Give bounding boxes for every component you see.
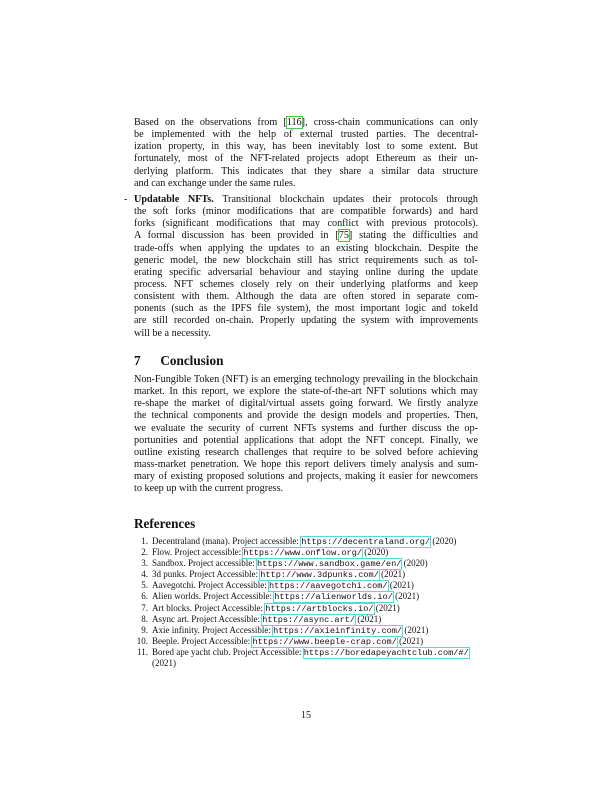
text-line: we evaluate the security of current NFTs systems and further discuss the op- [134, 422, 478, 434]
reference-url[interactable]: https://artblocks.io/ [265, 603, 374, 614]
reference-year: (2021) [378, 569, 406, 580]
reference-url[interactable]: https://async.art/ [262, 614, 356, 625]
reference-url[interactable]: http://www.3dpunks.com/ [260, 570, 379, 581]
text-line: market. In this report, we explore the state-of-the-art NFT solutions which may [134, 386, 478, 398]
bullet-updatable-nfts [124, 194, 478, 340]
text-line: Updatable NFTs. Transitional blockchain updates their protocols through [134, 194, 478, 205]
text-line: and can exchange under the same rules. [134, 177, 296, 189]
reference-year: (2021) [392, 591, 420, 602]
reference-url[interactable]: https://alienworlds.io/ [274, 592, 393, 603]
reference-number: 9. [141, 624, 148, 635]
text-line: to keep up with the current progress. [134, 483, 284, 495]
reference-text: Beeple. Project Accessible: [152, 635, 253, 646]
text-line: forks (significant modifications that may conflict with previous protocols). [134, 218, 478, 230]
reference-item [134, 614, 484, 625]
reference-url[interactable]: https://www.beeple-crap.com/ [252, 636, 397, 647]
reference-item [134, 647, 484, 658]
reference-url[interactable]: https://www.sandbox.game/en/ [256, 559, 402, 570]
reference-year: (2021) [387, 580, 414, 591]
reference-text: Decentraland (mana). Project accessible: [152, 536, 302, 546]
page-number: 15 [301, 710, 311, 721]
reference-url[interactable]: https://axieinfinity.com/ [273, 625, 403, 636]
text-line: process. NFT schemes closely rely on their underlying platforms and keep [134, 278, 478, 290]
reference-url[interactable]: https://www.onflow.org/ [243, 548, 363, 559]
text-line: derlying platform. This indicates that they share a similar data structure [134, 165, 478, 177]
reference-number: 7. [141, 602, 148, 613]
reference-number: 6. [141, 591, 148, 602]
reference-item [134, 603, 484, 614]
reference-year: (2020) [362, 547, 389, 558]
reference-number: 8. [141, 613, 148, 624]
text-line: consistent with them. Although the data are often stored in separate com- [134, 291, 478, 303]
reference-number: 4. [141, 569, 148, 580]
reference-year: (2021) [396, 635, 424, 646]
text-line: will be a necessity. [134, 327, 211, 339]
text-line: portunities and potential applications that adopt the NFT concept. Finally, we [134, 434, 478, 446]
reference-text: Bored ape yacht club. Project Accessible: [152, 646, 304, 657]
conclusion-paragraph [134, 374, 478, 495]
reference-list [134, 536, 484, 669]
text-line: mary of existing proposed solutions and projects, making it easier for newcomers [134, 471, 478, 483]
reference-text: Async art. Project Accessible: [152, 613, 263, 624]
reference-url[interactable]: https://boredapeyachtclub.com/#/ [303, 647, 469, 658]
text-line: mass-market penetration. We hope this report delivers timely analysis and sum- [134, 458, 478, 470]
citation-link[interactable]: 116 [286, 117, 302, 128]
reference-text: Alien worlds. Project Accessible: [152, 591, 275, 602]
text-line: Based on the observations from [116], cross-chain communications can only [134, 117, 478, 128]
reference-number: 10. [136, 635, 148, 646]
reference-item [134, 580, 484, 591]
reference-number: 3. [141, 558, 148, 569]
reference-number: 5. [141, 580, 148, 591]
reference-text: Axie infinity. Project Accessible: [152, 624, 274, 635]
text-line: fortunately, most of the NFT-related projects adopt Ethereum as their un- [134, 153, 478, 165]
reference-number: 2. [141, 547, 148, 558]
reference-item [134, 636, 484, 647]
reference-item [134, 591, 484, 602]
text-line: erating specific adversarial behaviour and staying online during the update [134, 266, 478, 278]
text-line: the technical components and provide the design models and properties. Then, [134, 410, 478, 422]
reference-year: (2020) [401, 558, 428, 569]
text-line: are still recorded on-chain. Properly updating the system with improvements [134, 315, 478, 327]
text-line: generic model, the new blockchain still has strict requirements such as tol- [134, 254, 478, 266]
text-line: re-shape the market of digital/virtual assets going forward. We firstly analyze [134, 398, 478, 410]
text-line: trade-offs when applying the updates to an existing blockchain. Despite the [134, 242, 478, 254]
reference-text: 3d punks. Project Accessible: [152, 569, 261, 580]
text-line: ponents (such as the IPFS file system), the most important logic and tokeId [134, 303, 478, 315]
reference-text: Art blocks. Project Accessible: [152, 602, 266, 613]
reference-number: 1. [141, 536, 148, 546]
section-heading-conclusion: 7 Conclusion [134, 353, 224, 368]
reference-year: (2021) [355, 613, 382, 624]
reference-item [134, 558, 484, 569]
text-line: ization property, in this way, has been inevitably lost to some extent. But [134, 141, 478, 153]
text-line: be implemented with the help of external trusted parties. The decentral- [134, 129, 478, 141]
bullet-title: Updatable NFTs. [134, 194, 214, 205]
text-line: Non-Fungible Token (NFT) is an emerging technology prevailing in the blockchain [134, 374, 478, 385]
reference-year: (2020) [430, 536, 457, 546]
reference-text: Sandbox. Project accessible: [152, 558, 257, 569]
text-line: the soft forks (minor modifications that are compatible forwards) and hard [134, 206, 478, 218]
reference-text: Flow. Project accessible: [152, 547, 244, 558]
reference-item [134, 569, 484, 580]
reference-year: (2021) [402, 624, 429, 635]
reference-item-continued [134, 658, 484, 669]
reference-year: (2021) [152, 658, 176, 669]
reference-text: Aavegotchi. Project Accessible: [152, 580, 269, 591]
reference-number: 11. [137, 646, 148, 657]
bullet-dash: - [124, 194, 128, 205]
reference-url[interactable]: https://decentraland.org/ [301, 537, 431, 547]
references-heading: References [134, 516, 196, 531]
reference-item [134, 547, 484, 558]
reference-item [134, 536, 484, 547]
reference-year: (2021) [373, 602, 400, 613]
paragraph-cross-chain [134, 117, 478, 190]
reference-url[interactable]: https://aavegotchi.com/ [268, 581, 388, 592]
text-line: A formal discussion has been provided in [75] stating the difficulties and [134, 230, 478, 242]
text-line: outline existing research challenges that require to be solved before achieving [134, 446, 478, 458]
reference-item [134, 625, 484, 636]
citation-link[interactable]: 75 [338, 230, 349, 242]
